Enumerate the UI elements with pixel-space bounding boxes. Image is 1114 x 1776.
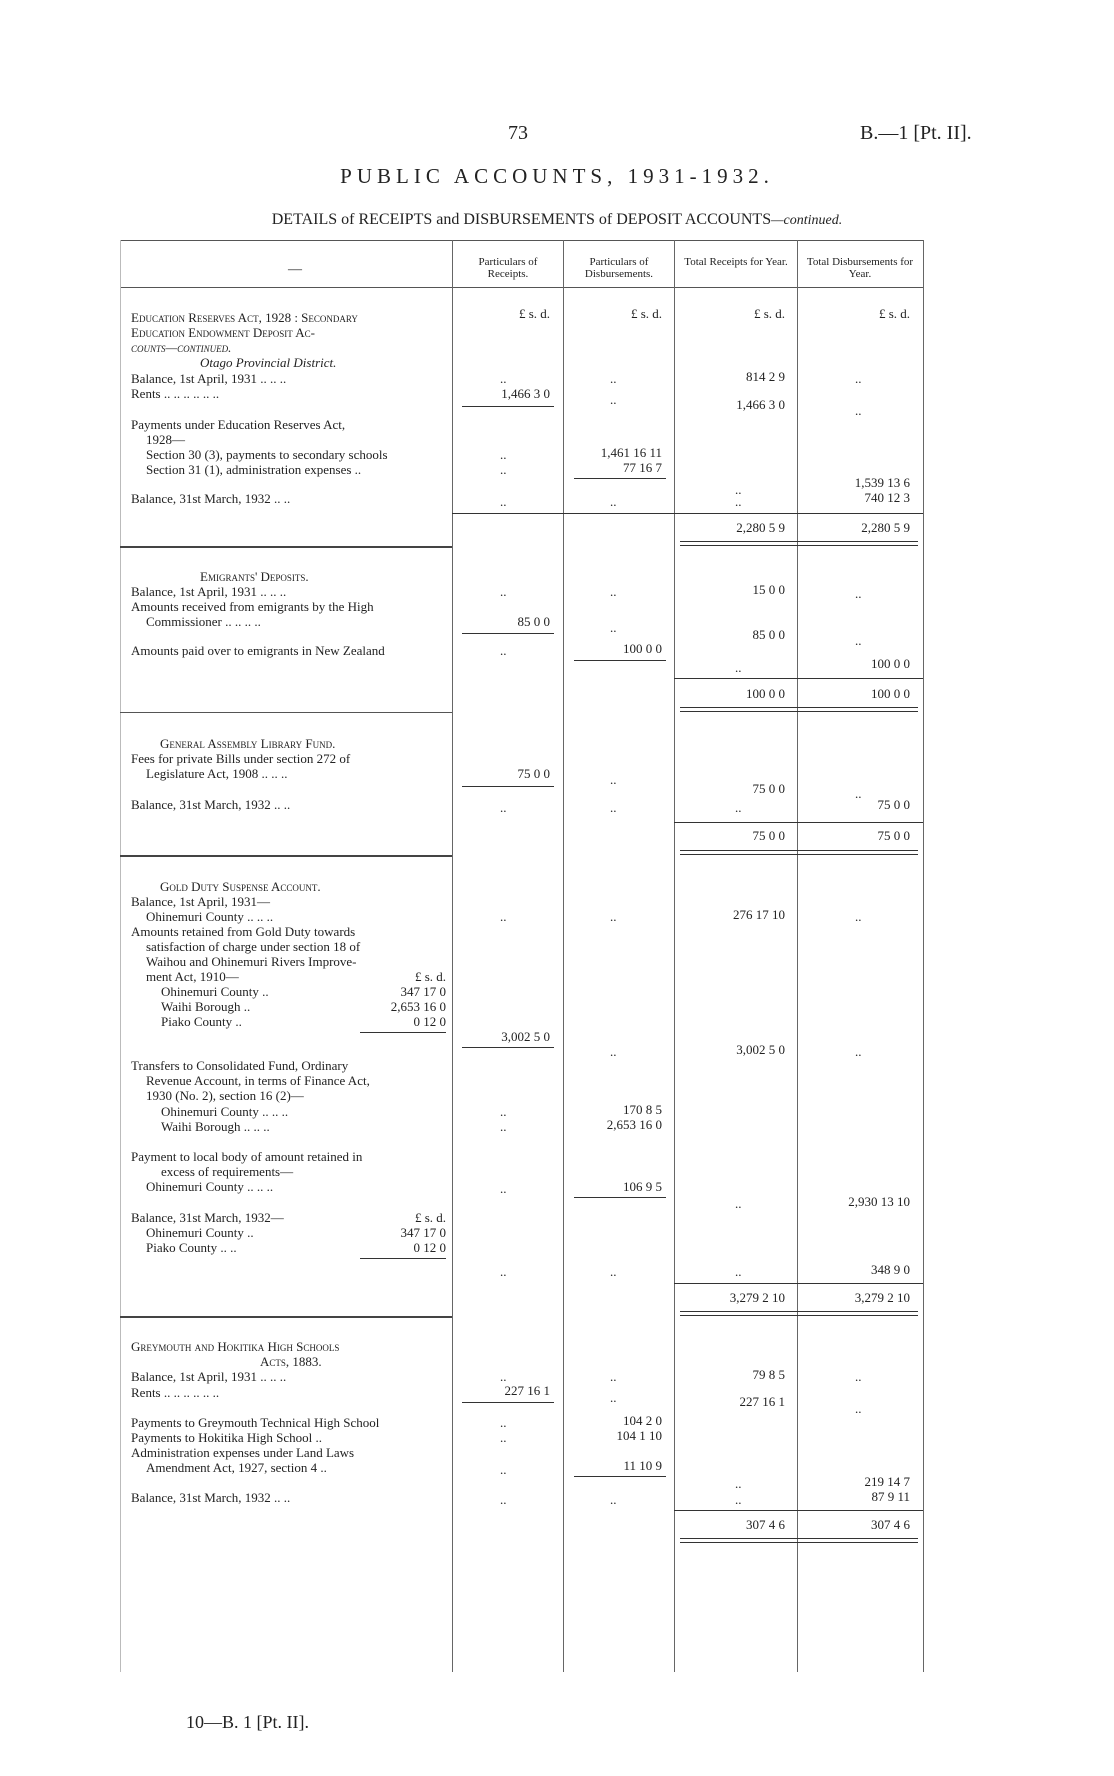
gold-balance-open-label: Balance, 1st April, 1931— [131, 894, 271, 909]
gold-dots: .. [610, 1264, 617, 1279]
gold-payment-label-2: excess of requirements— [161, 1164, 294, 1179]
gold-receipt-underline [462, 1047, 554, 1048]
education-rents-underline [462, 406, 554, 407]
education-dots: .. [735, 482, 742, 497]
education-district: Otago Provincial District. [200, 355, 337, 370]
library-grand-double-rule [680, 850, 918, 855]
education-payments-label-1: Payments under Education Reserves Act, [131, 417, 346, 432]
greymouth-rents-label: Rents .. .. .. .. .. .. [131, 1385, 220, 1400]
col-divider-left [120, 240, 121, 1672]
greymouth-balance-open-total: 79 8 5 [752, 1367, 785, 1382]
col-divider-2 [563, 240, 564, 1672]
emigrants-received-label-2: Commissioner .. .. .. .. [146, 614, 261, 629]
emigrants-dots: .. [610, 620, 617, 635]
gold-balance-open-total: 276 17 10 [733, 907, 785, 922]
gold-balance-close-label: Balance, 31st March, 1932— [131, 1210, 284, 1225]
education-dots: .. [500, 371, 507, 386]
greymouth-balance-close-label: Balance, 31st March, 1932 .. .. [131, 1490, 291, 1505]
education-section30-amount: 1,461 16 11 [600, 445, 662, 460]
emigrants-paid-amount: 100 0 0 [623, 641, 662, 656]
emigrants-dots: .. [855, 586, 862, 601]
education-payments-label-2: 1928— [146, 432, 185, 447]
greymouth-heading-1: Greymouth and Hokitika High Schools [131, 1339, 340, 1354]
greymouth-receipt-underline [462, 1402, 554, 1403]
emigrants-grand-disb: 100 0 0 [871, 686, 910, 701]
emigrants-received-label-1: Amounts received from emigrants by the High [131, 599, 374, 614]
greymouth-admin-label-1: Administration expenses under Land Laws [131, 1445, 355, 1460]
library-dots: .. [500, 800, 507, 815]
gold-transfers-label-1: Transfers to Consolidated Fund, Ordinary [131, 1058, 349, 1073]
library-total-rule [674, 822, 923, 823]
document-reference: B.—1 [Pt. II]. [860, 122, 972, 144]
education-section31-amount: 77 16 7 [623, 460, 662, 475]
library-heading: General Assembly Library Fund. [160, 736, 336, 751]
greymouth-dots: .. [500, 1415, 507, 1430]
greymouth-dots: .. [610, 1390, 617, 1405]
library-grand-disb: 75 0 0 [877, 828, 910, 843]
emigrants-heading: Emigrants' Deposits. [200, 569, 309, 584]
greymouth-grand-double-rule [680, 1538, 918, 1543]
total-disbursements-column-header: Total Disbursements for Year. [806, 256, 914, 280]
gold-disb-total: 2,930 13 10 [848, 1194, 910, 1209]
education-rents-label: Rents .. .. .. .. .. .. [131, 386, 220, 401]
gold-retained-ohinemuri-label: Ohinemuri County .. [161, 984, 269, 999]
col-divider-5 [923, 240, 924, 1672]
education-heading-3: counts—continued. [131, 340, 232, 355]
greymouth-pay-hokitika-label: Payments to Hokitika High School .. [131, 1430, 323, 1445]
gold-dots: .. [735, 1264, 742, 1279]
education-heading-2: Education Endowment Deposit Ac- [131, 325, 316, 340]
education-rents-receipt: 1,466 3 0 [501, 386, 550, 401]
emigrants-grand-double-rule [680, 707, 918, 712]
gold-retained-label-4: ment Act, 1910— [146, 969, 239, 984]
greymouth-grand-receipts: 307 4 6 [746, 1517, 785, 1532]
emigrants-disb-underline [574, 660, 666, 661]
gold-transfers-ohinemuri-amount: 170 8 5 [623, 1102, 662, 1117]
gold-grand-receipts: 3,279 2 10 [729, 1290, 785, 1305]
gold-balance-subtotal-rule [360, 1258, 446, 1259]
education-disb-total: 1,539 13 6 [854, 475, 910, 490]
emigrants-received-receipt: 85 0 0 [517, 614, 550, 629]
library-dots: .. [855, 786, 862, 801]
gold-payment-amount: 106 9 5 [623, 1179, 662, 1194]
page-title: PUBLIC ACCOUNTS, 1931-1932. [340, 164, 774, 188]
education-dots: .. [610, 494, 617, 509]
gold-retained-subtotal-rule [360, 1032, 446, 1033]
greymouth-dots: .. [500, 1430, 507, 1445]
education-rents-total: 1,466 3 0 [736, 397, 785, 412]
gold-balance-close-total: 348 9 0 [871, 1262, 910, 1277]
greymouth-dots: .. [500, 1462, 507, 1477]
gold-ohinemuri-open-label: Ohinemuri County .. .. .. [146, 909, 274, 924]
greymouth-rents-receipt: 227 16 1 [504, 1383, 550, 1398]
gold-transfers-label-3: 1930 (No. 2), section 16 (2)— [146, 1088, 304, 1103]
education-section30-label: Section 30 (3), payments to secondary schools [146, 447, 388, 462]
gold-dots: .. [610, 1044, 617, 1059]
emigrants-balance-open-total: 15 0 0 [752, 582, 785, 597]
library-dots: .. [610, 800, 617, 815]
section-divider [120, 546, 452, 548]
education-dots: .. [500, 494, 507, 509]
library-dots: .. [735, 800, 742, 815]
greymouth-total-rule [674, 1510, 923, 1511]
emigrants-grand-receipts: 100 0 0 [746, 686, 785, 701]
library-fees-receipt: 75 0 0 [517, 766, 550, 781]
page-subtitle [0, 211, 1114, 229]
gold-grand-disb: 3,279 2 10 [854, 1290, 910, 1305]
gold-retained-waihi-label: Waihi Borough .. [161, 999, 251, 1014]
greymouth-heading-2: Acts, 1883. [260, 1354, 322, 1369]
subtitle-text: DETAILS of RECEIPTS and DISBURSEMENTS of DEPOSIT ACCOUNTS [271, 211, 772, 228]
greymouth-dots: .. [855, 1401, 862, 1416]
greymouth-pay-greymouth-label: Payments to Greymouth Technical High School [131, 1415, 380, 1430]
gold-retained-currency: £ s. d. [414, 969, 446, 984]
section-divider [120, 855, 452, 857]
education-dots: .. [500, 447, 507, 462]
currency-disbursements: £ s. d. [630, 306, 662, 321]
education-section31-label: Section 31 (1), administration expenses .. [146, 462, 362, 477]
emigrants-dots: .. [500, 584, 507, 599]
gold-retained-ohinemuri-amount: 347 17 0 [400, 984, 446, 999]
greymouth-rents-total: 227 16 1 [739, 1394, 785, 1409]
education-grand-receipts: 2,280 5 9 [736, 520, 785, 535]
gold-retained-label-3: Waihou and Ohinemuri Rivers Improve- [146, 954, 357, 969]
greymouth-dots: .. [610, 1492, 617, 1507]
emigrants-balance-open-label: Balance, 1st April, 1931 .. .. .. [131, 584, 287, 599]
education-total-rule-left [452, 513, 797, 514]
col-divider-4 [797, 240, 798, 1672]
gold-retained-waihi-amount: 2,653 16 0 [390, 999, 446, 1014]
greymouth-dots: .. [855, 1369, 862, 1384]
education-dots: .. [735, 494, 742, 509]
gold-dots: .. [500, 1181, 507, 1196]
library-balance-close-label: Balance, 31st March, 1932 .. .. [131, 797, 291, 812]
education-grand-double-rule [680, 541, 918, 546]
gold-dots: .. [500, 1104, 507, 1119]
page-footer: 10—B. 1 [Pt. II]. [186, 1712, 309, 1732]
gold-retained-label-1: Amounts retained from Gold Duty towards [131, 924, 356, 939]
greymouth-disb-underline [574, 1476, 666, 1477]
col-divider-3 [674, 240, 675, 1672]
greymouth-pay-greymouth-amount: 104 2 0 [623, 1413, 662, 1428]
education-grand-disb: 2,280 5 9 [861, 520, 910, 535]
gold-retained-piako-label: Piako County .. [161, 1014, 242, 1029]
currency-receipts: £ s. d. [518, 306, 550, 321]
total-receipts-column-header: Total Receipts for Year. [684, 256, 788, 268]
page-number: 73 [508, 122, 528, 144]
education-balance-open-label: Balance, 1st April, 1931 .. .. .. [131, 371, 287, 386]
gold-balance-ohinemuri-label: Ohinemuri County .. [146, 1225, 254, 1240]
greymouth-dots: .. [610, 1369, 617, 1384]
gold-dots: .. [855, 1044, 862, 1059]
gold-balance-piako-label: Piako County .. .. [146, 1240, 237, 1255]
greymouth-admin-amount: 11 10 9 [623, 1458, 662, 1473]
gold-total-rule [674, 1283, 923, 1284]
emigrants-paid-total: 100 0 0 [871, 656, 910, 671]
education-balance-close-label: Balance, 31st March, 1932 .. .. [131, 491, 291, 506]
subtitle-suffix: —continued. [771, 213, 843, 228]
gold-dots: .. [735, 1196, 742, 1211]
receipts-column-header: Particulars of Receipts. [478, 256, 538, 280]
library-grand-receipts: 75 0 0 [752, 828, 785, 843]
emigrants-dots: .. [610, 584, 617, 599]
gold-payment-label-1: Payment to local body of amount retained in [131, 1149, 363, 1164]
gold-dots: .. [500, 1119, 507, 1134]
library-fees-label-1: Fees for private Bills under section 272 of [131, 751, 351, 766]
greymouth-balance-open-label: Balance, 1st April, 1931 .. .. .. [131, 1369, 287, 1384]
gold-dots: .. [500, 909, 507, 924]
gold-retained-piako-amount: 0 12 0 [413, 1014, 446, 1029]
gold-balance-currency: £ s. d. [414, 1210, 446, 1225]
greymouth-balance-close-total: 87 9 11 [871, 1489, 910, 1504]
emigrants-receipt-underline [462, 633, 554, 634]
gold-payment-ohinemuri-label: Ohinemuri County .. .. .. [146, 1179, 274, 1194]
gold-dots: .. [500, 1264, 507, 1279]
library-dots: .. [610, 772, 617, 787]
education-disb-underline [574, 478, 666, 479]
gold-retained-receipt: 3,002 5 0 [501, 1029, 550, 1044]
education-dots: .. [855, 403, 862, 418]
gold-dots: .. [855, 909, 862, 924]
emigrants-received-total: 85 0 0 [752, 627, 785, 642]
library-fees-label-2: Legislature Act, 1908 .. .. .. [146, 766, 288, 781]
gold-dots: .. [610, 909, 617, 924]
description-column-header: — [288, 262, 302, 277]
gold-disb-underline [574, 1197, 666, 1198]
education-dots: .. [500, 462, 507, 477]
gold-transfers-waihi-amount: 2,653 16 0 [606, 1117, 662, 1132]
greymouth-disb-total: 219 14 7 [864, 1474, 910, 1489]
gold-heading: Gold Duty Suspense Account. [160, 879, 321, 894]
section-divider [120, 712, 452, 713]
gold-balance-piako-amount: 0 12 0 [413, 1240, 446, 1255]
library-receipt-underline [462, 786, 554, 787]
greymouth-dots: .. [735, 1476, 742, 1491]
education-total-rule-right [797, 513, 923, 514]
education-dots: .. [610, 371, 617, 386]
library-fees-total: 75 0 0 [752, 781, 785, 796]
table-top-rule [120, 240, 924, 241]
gold-grand-double-rule [680, 1311, 918, 1316]
disbursements-column-header: Particulars of Disbursements. [584, 256, 654, 280]
education-heading-1: Education Reserves Act, 1928 : Secondary [131, 310, 358, 325]
education-balance-close-total: 740 12 3 [864, 490, 910, 505]
emigrants-dots: .. [735, 660, 742, 675]
gold-retained-label-2: satisfaction of charge under section 18 of [146, 939, 361, 954]
greymouth-dots: .. [500, 1492, 507, 1507]
greymouth-dots: .. [500, 1369, 507, 1384]
currency-total-disbursements: £ s. d. [878, 306, 910, 321]
header-bottom-rule [120, 287, 924, 288]
greymouth-grand-disb: 307 4 6 [871, 1517, 910, 1532]
emigrants-total-rule [674, 678, 923, 679]
gold-transfers-ohinemuri-label: Ohinemuri County .. .. .. [161, 1104, 289, 1119]
emigrants-paid-label: Amounts paid over to emigrants in New Zealand [131, 643, 385, 658]
col-divider-1 [452, 240, 453, 1672]
education-dots: .. [855, 371, 862, 386]
greymouth-dots: .. [735, 1492, 742, 1507]
education-balance-open-total: 814 2 9 [746, 369, 785, 384]
section-divider [120, 1316, 452, 1318]
greymouth-admin-label-2: Amendment Act, 1927, section 4 .. [146, 1460, 327, 1475]
education-dots: .. [610, 392, 617, 407]
greymouth-pay-hokitika-amount: 104 1 10 [616, 1428, 662, 1443]
library-balance-close-total: 75 0 0 [877, 797, 910, 812]
gold-transfers-label-2: Revenue Account, in terms of Finance Act, [146, 1073, 370, 1088]
gold-balance-ohinemuri-amount: 347 17 0 [400, 1225, 446, 1240]
emigrants-dots: .. [500, 643, 507, 658]
gold-transfers-waihi-label: Waihi Borough .. .. .. [161, 1119, 270, 1134]
gold-retained-total: 3,002 5 0 [736, 1042, 785, 1057]
emigrants-dots: .. [855, 633, 862, 648]
currency-total-receipts: £ s. d. [753, 306, 785, 321]
